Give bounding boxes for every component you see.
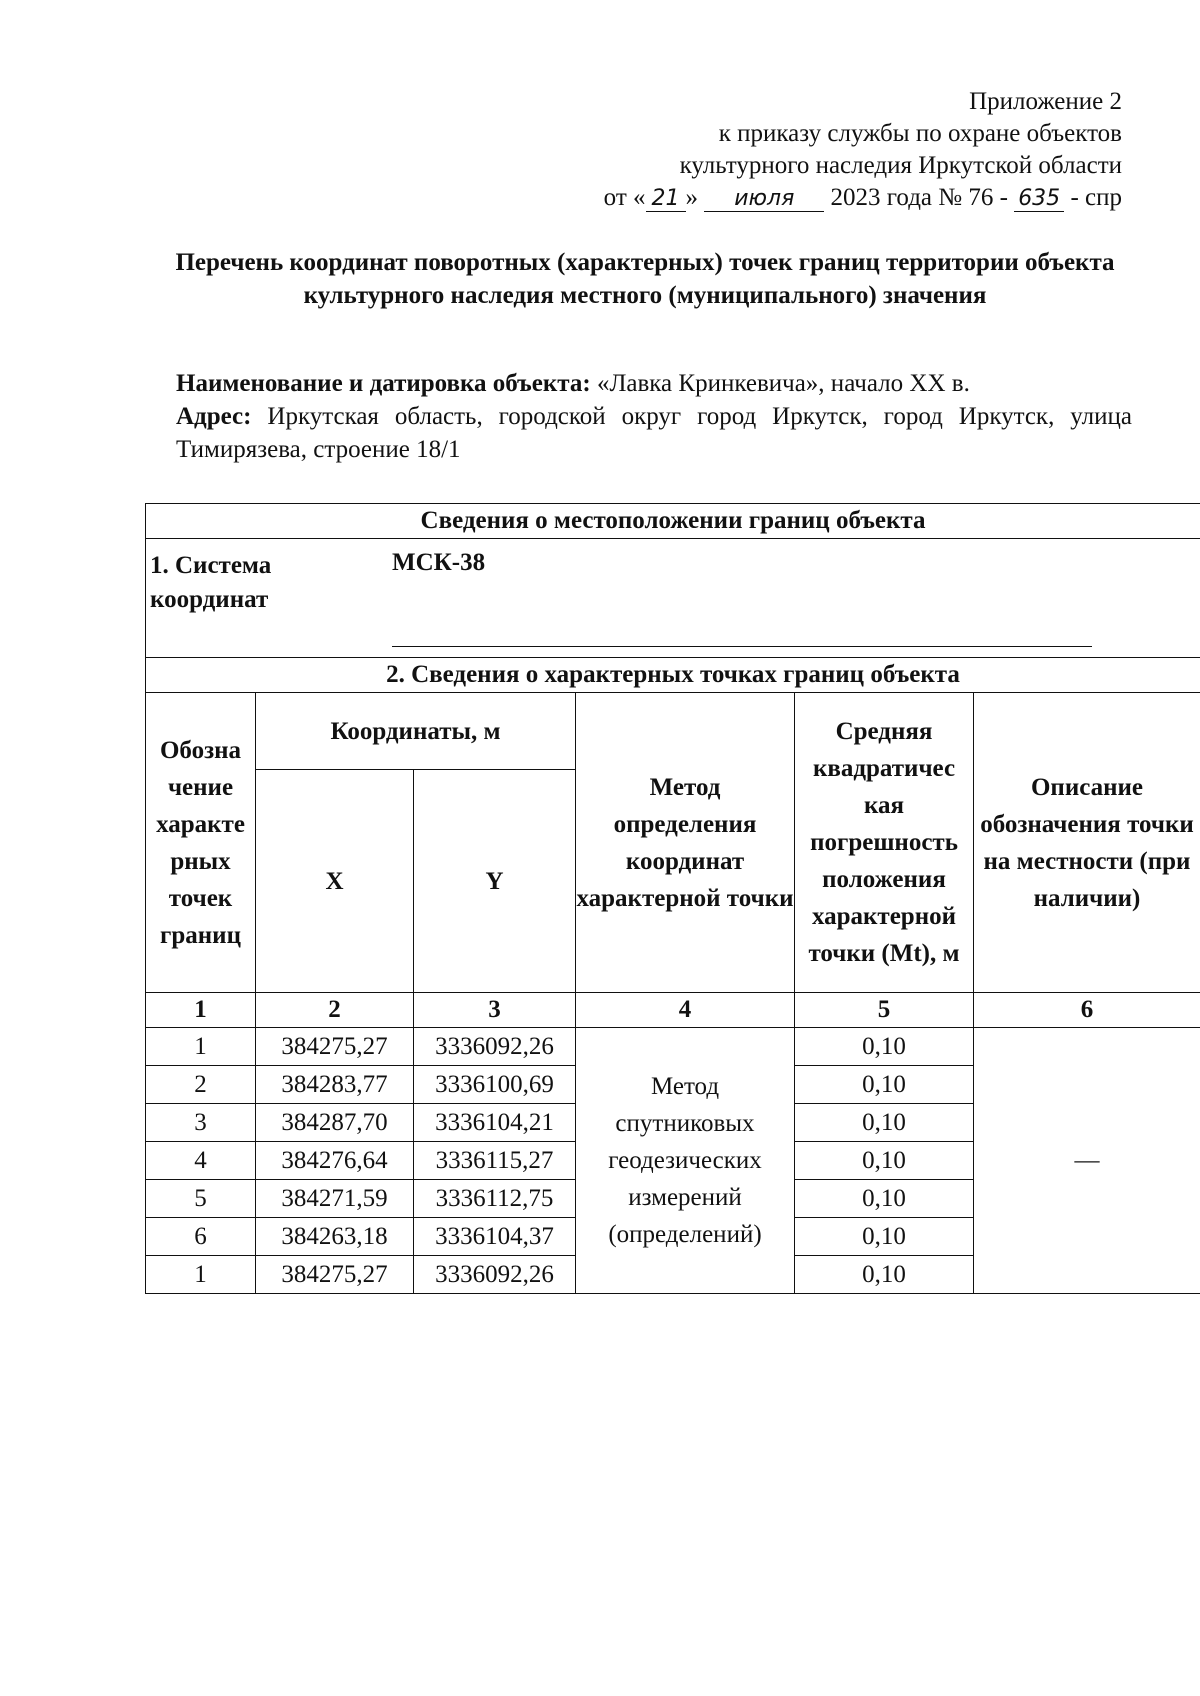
coordinate-system-value: МСК-38 <box>392 549 486 576</box>
point-mt: 0,10 <box>795 1104 974 1142</box>
column-number: 6 <box>974 993 1200 1028</box>
point-y: 3336092,26 <box>414 1028 576 1066</box>
point-mt: 0,10 <box>795 1142 974 1180</box>
column-number: 5 <box>795 993 974 1028</box>
point-y: 3336092,26 <box>414 1256 576 1294</box>
object-name-line <box>176 367 1132 400</box>
header-designation: Обозна чение характе рных точек границ <box>146 693 256 993</box>
order-suffix: - спр <box>1070 184 1122 211</box>
coordinates-table <box>145 503 1200 1294</box>
section-title: Сведения о местоположении границ объекта <box>146 504 1200 539</box>
handwritten-day: 21 <box>646 187 686 212</box>
object-address-label: Адрес: <box>176 403 252 430</box>
header-coordinates: Координаты, м <box>256 693 576 770</box>
appendix-number: Приложение 2 <box>969 88 1122 115</box>
order-year-number: 2023 года № 76 - <box>830 184 1008 211</box>
point-mt: 0,10 <box>795 1066 974 1104</box>
object-info <box>176 367 1132 466</box>
object-address-value: Иркутская область, городской округ город Иркутск, город Иркутск, улица Тимирязева, строение 18/1 <box>176 403 1133 463</box>
appendix-order-ref: к приказу службы по охране объектов <box>718 120 1122 147</box>
column-number: 2 <box>256 993 414 1028</box>
point-id: 3 <box>146 1104 256 1142</box>
date-prefix: от « <box>603 184 646 211</box>
header-description: Описание обозначения точки на местности (при наличии) <box>974 693 1200 993</box>
header-y: Y <box>414 770 576 993</box>
point-mt: 0,10 <box>795 1218 974 1256</box>
description-cell: — <box>974 1028 1200 1294</box>
appendix-header <box>604 86 1122 214</box>
point-id: 6 <box>146 1218 256 1256</box>
point-y: 3336115,27 <box>414 1142 576 1180</box>
table-row <box>146 1028 1200 1066</box>
point-id: 1 <box>146 1256 256 1294</box>
coordinates-sheet <box>145 503 1200 1294</box>
object-name-value: «Лавка Кринкевича», начало XX в. <box>596 370 970 397</box>
point-x: 384275,27 <box>256 1028 414 1066</box>
handwritten-order-number: 635 <box>1014 187 1064 212</box>
object-name-label: Наименование и датировка объекта: <box>176 370 591 397</box>
coordinate-system-underline <box>392 646 1092 647</box>
point-mt: 0,10 <box>795 1180 974 1218</box>
handwritten-month: июля <box>704 187 824 212</box>
point-id: 2 <box>146 1066 256 1104</box>
point-x: 384283,77 <box>256 1066 414 1104</box>
point-x: 384276,64 <box>256 1142 414 1180</box>
appendix-authority: культурного наследия Иркутской области <box>679 152 1122 179</box>
coordinate-system-label: 1. Система координат <box>150 552 272 613</box>
point-x: 384271,59 <box>256 1180 414 1218</box>
point-id: 4 <box>146 1142 256 1180</box>
coordinate-system-row <box>146 539 1200 658</box>
order-date-line <box>604 182 1122 214</box>
point-y: 3336104,21 <box>414 1104 576 1142</box>
column-number: 3 <box>414 993 576 1028</box>
point-id: 1 <box>146 1028 256 1066</box>
point-x: 384263,18 <box>256 1218 414 1256</box>
document-title: Перечень координат поворотных (характерных) точек границ территории объекта культурного наследия местного (муниципального) значения <box>175 249 1115 309</box>
point-mt: 0,10 <box>795 1256 974 1294</box>
point-x: 384287,70 <box>256 1104 414 1142</box>
object-address-line <box>176 400 1132 466</box>
header-x: X <box>256 770 414 993</box>
point-y: 3336100,69 <box>414 1066 576 1104</box>
points-title: 2. Сведения о характерных точках границ объекта <box>146 658 1200 693</box>
header-method: Метод определения координат характерной точки <box>576 693 795 993</box>
point-y: 3336104,37 <box>414 1218 576 1256</box>
point-id: 5 <box>146 1180 256 1218</box>
method-cell: Метод спутниковых геодезических измерений (определений) <box>576 1028 795 1294</box>
column-number: 4 <box>576 993 795 1028</box>
point-mt: 0,10 <box>795 1028 974 1066</box>
point-y: 3336112,75 <box>414 1180 576 1218</box>
header-error: Средняя квадратичес кая погрешность положения характерной точки (Mt), м <box>795 693 974 993</box>
column-number: 1 <box>146 993 256 1028</box>
date-quote: » <box>685 184 699 211</box>
point-x: 384275,27 <box>256 1256 414 1294</box>
